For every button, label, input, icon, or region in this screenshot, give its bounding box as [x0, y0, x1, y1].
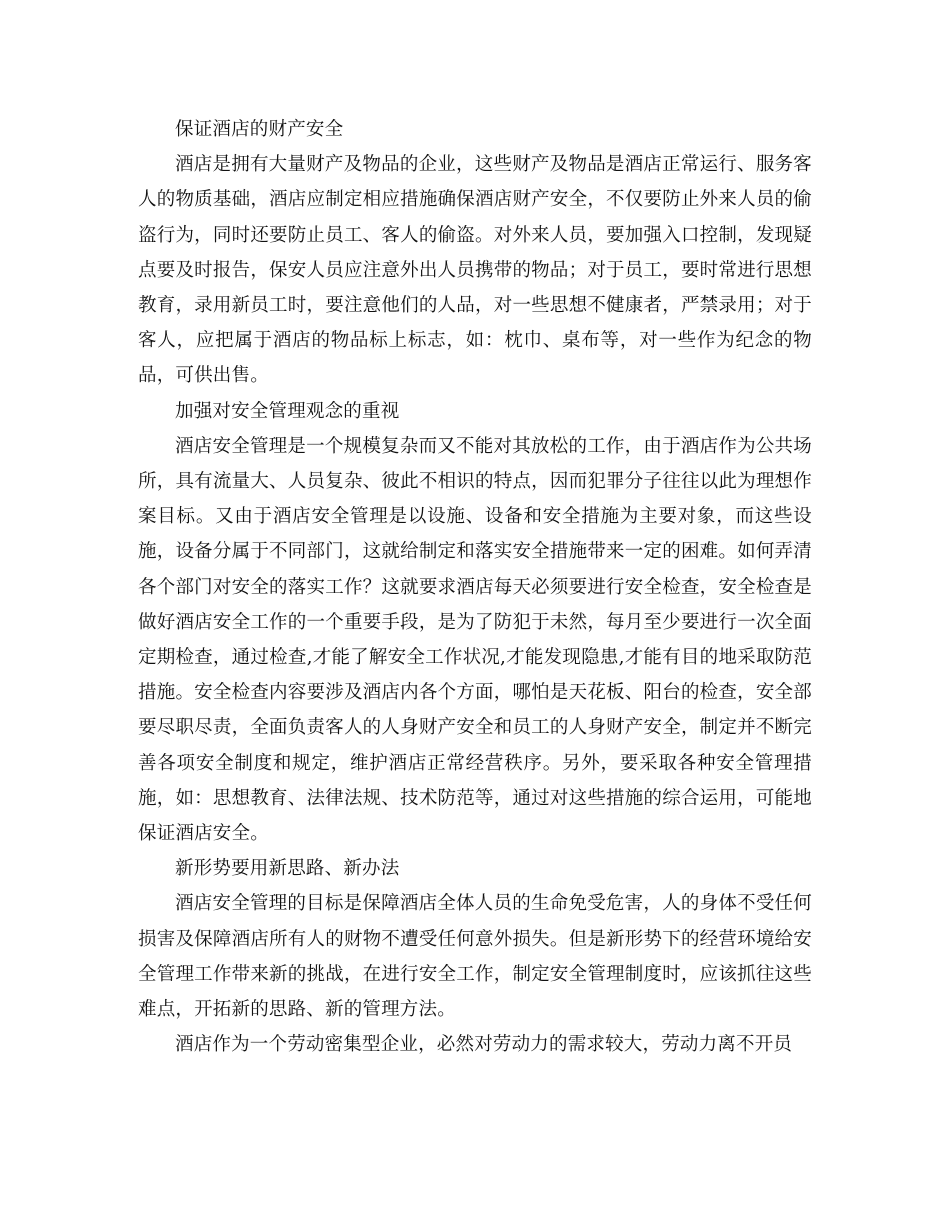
section-heading-property-safety: 保证酒店的财产安全 — [175, 119, 344, 140]
paragraph-safety-awareness: 酒店安全管理是一个规模复杂而又不能对其放松的工作，由于酒店作为公共场所，具有流量大、人员复杂、彼此不相识的特点，因而犯罪分子往往以此为理想作案目标。又由于酒店安全管理是以设施、设备和安全措施为主要对象，而这些设施，设备分属于不同部门，这就给制定和落实安全措施带来一定的困难。如何弄清各个部门对安全的落实工作？这就要求酒店每天必须要进行安全检查，安全检查是做好酒店安全工作的一个重要手段，是为了防犯于未然，每月至少要进行一次全面定期检查，通过检查,才能了解安全工作状况,才能发现隐患,才能有目的地采取防范措施。安全检查内容要涉及酒店内各个方面，哪怕是天花板、阳台的检查，安全部要尽职尽责，全面负责客人的人身财产安全和员工的人身财产安全，制定并不断完善各项安全制度和规定，维护酒店正常经营秩序。另外，要采取各种安全管理措施，如：思想教育、法律法规、技术防范等，通过对这些措施的综合运用，可能地保证酒店安全。 — [138, 435, 812, 845]
paragraph-new-approach: 酒店安全管理的目标是保障酒店全体人员的生命免受危害，人的身体不受任何损害及保障酒店所有人的财物不遭受任何意外损失。但是新形势下的经营环境给安全管理工作带来新的挑战，在进行安全工作，制定安全管理制度时，应该抓往这些难点，开拓新的思路、新的管理方法。 — [138, 893, 812, 1021]
paragraph-labor-intensive: 酒店作为一个劳动密集型企业，必然对劳动力的需求较大，劳动力离不开员 — [175, 1034, 793, 1056]
section-heading-safety-awareness: 加强对安全管理观念的重视 — [175, 400, 400, 422]
paragraph-property-safety: 酒店是拥有大量财产及物品的企业，这些财产及物品是酒店正常运行、服务客人的物质基础，酒店应制定相应措施确保酒店财产安全，不仅要防止外来人员的偷盗行为，同时还要防止员工、客人的偷盗。对外来人员，要加强入口控制，发现疑点要及时报告，保安人员应注意外出人员携带的物品；对于员工，要时常进行思想教育，录用新员工时，要注意他们的人品，对一些思想不健康者，严禁录用；对于客人，应把属于酒店的物品标上标志，如：枕巾、桌布等，对一些作为纪念的物品，可供出售。 — [138, 154, 812, 387]
document-page — [138, 112, 812, 1062]
section-heading-new-approach: 新形势要用新思路、新办法 — [175, 858, 400, 880]
